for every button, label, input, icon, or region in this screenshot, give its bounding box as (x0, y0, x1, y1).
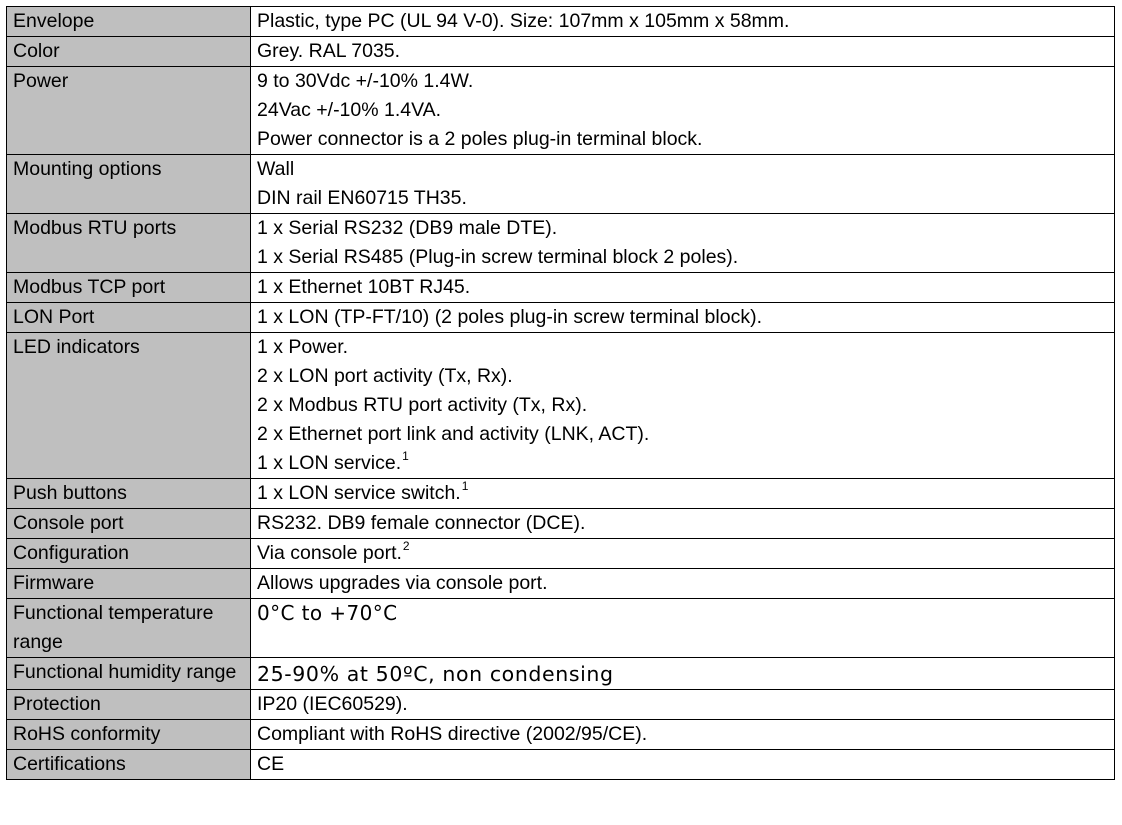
spec-value-cell (251, 690, 1115, 720)
spec-row-push-buttons (7, 479, 1115, 509)
spec-row-modbus-tcp-port (7, 273, 1115, 303)
spec-label: Firmware (13, 572, 95, 594)
spec-value-line (257, 509, 1114, 538)
spec-row-led-indicators (7, 333, 1115, 479)
spec-label-cell (7, 333, 251, 479)
spec-value-text: Power connector is a 2 poles plug-in terminal block. (257, 128, 703, 150)
spec-value-line (257, 391, 1114, 420)
spec-value-text: DIN rail EN60715 TH35. (257, 187, 467, 209)
spec-row-console-port (7, 509, 1115, 539)
spec-label: Console port (13, 512, 124, 534)
spec-value-cell (251, 67, 1115, 155)
spec-row-lon-port (7, 303, 1115, 333)
spec-row-rohs-conformity (7, 720, 1115, 750)
spec-value-line (257, 243, 1114, 272)
spec-value-line (257, 750, 1114, 779)
spec-value-text: Compliant with RoHS directive (2002/95/CE). (257, 723, 648, 745)
spec-label: RoHS conformity (13, 723, 161, 745)
spec-label: Power (13, 70, 69, 92)
spec-row-envelope (7, 7, 1115, 37)
spec-value-text: Via console port. (257, 542, 402, 564)
spec-label-cell (7, 720, 251, 750)
spec-value-cell (251, 303, 1115, 333)
spec-value-cell (251, 509, 1115, 539)
spec-value-text: 25-90% at 50ºC, non condensing (257, 662, 614, 686)
spec-value-line (257, 720, 1114, 749)
spec-value-line (257, 599, 1114, 628)
spec-row-protection (7, 690, 1115, 720)
spec-label-cell (7, 7, 251, 37)
spec-value-text: 2 x LON port activity (Tx, Rx). (257, 365, 513, 387)
spec-value-line (257, 125, 1114, 154)
spec-value-text: Grey. RAL 7035. (257, 40, 401, 62)
spec-value-text: 1 x Ethernet 10BT RJ45. (257, 276, 471, 298)
spec-value-cell (251, 479, 1115, 509)
spec-label: LON Port (13, 306, 95, 328)
spec-value-cell (251, 539, 1115, 569)
spec-label: Modbus TCP port (13, 276, 166, 298)
spec-value-line (257, 67, 1114, 96)
spec-label: Protection (13, 693, 101, 715)
spec-value-text: 0°C to +70°C (257, 601, 398, 625)
spec-value-line (257, 362, 1114, 391)
spec-value-cell (251, 214, 1115, 273)
spec-value-line (257, 420, 1114, 449)
spec-value-line (257, 7, 1114, 36)
spec-value-cell (251, 720, 1115, 750)
spec-value-line (257, 96, 1114, 125)
spec-label: Functional temperature range (13, 602, 214, 653)
spec-label-cell (7, 37, 251, 67)
spec-value-text: 2 x Modbus RTU port activity (Tx, Rx). (257, 394, 588, 416)
spec-value-text: 1 x Serial RS485 (Plug-in screw terminal block 2 poles). (257, 246, 739, 268)
spec-label-cell (7, 273, 251, 303)
spec-value-text: CE (257, 753, 285, 775)
spec-label: Mounting options (13, 158, 162, 180)
spec-value-cell (251, 658, 1115, 690)
spec-value-cell (251, 273, 1115, 303)
spec-row-power (7, 67, 1115, 155)
spec-row-certifications (7, 750, 1115, 780)
spec-label-cell (7, 569, 251, 599)
spec-value-line (257, 214, 1114, 243)
spec-label: Push buttons (13, 482, 127, 504)
spec-value-line (257, 37, 1114, 66)
spec-label: Configuration (13, 542, 129, 564)
spec-value-text: Allows upgrades via console port. (257, 572, 548, 594)
spec-label-cell (7, 690, 251, 720)
spec-value-text: 1 x LON service. (257, 452, 402, 474)
spec-row-firmware (7, 569, 1115, 599)
spec-label-cell (7, 155, 251, 214)
spec-value-line (257, 690, 1114, 719)
spec-value-line (257, 184, 1114, 213)
spec-value-text: 24Vac +/-10% 1.4VA. (257, 99, 442, 121)
spec-label: Certifications (13, 753, 126, 775)
spec-value-text: 1 x Serial RS232 (DB9 male DTE). (257, 217, 558, 239)
spec-value-text: Plastic, type PC (UL 94 V-0). Size: 107mm x 105mm x 58mm. (257, 10, 790, 32)
spec-value-line (257, 539, 1114, 568)
spec-label: LED indicators (13, 336, 140, 358)
spec-label: Color (13, 40, 60, 62)
spec-row-color (7, 37, 1115, 67)
spec-value-cell (251, 37, 1115, 67)
spec-label-cell (7, 750, 251, 780)
spec-value-cell (251, 333, 1115, 479)
spec-value-cell (251, 155, 1115, 214)
spec-value-line (257, 479, 1114, 508)
spec-value-text: 1 x LON service switch. (257, 482, 461, 504)
spec-row-mounting-options (7, 155, 1115, 214)
spec-row-modbus-rtu-ports (7, 214, 1115, 273)
spec-label: Functional humidity range (13, 661, 237, 683)
spec-label-cell (7, 658, 251, 690)
spec-label-cell (7, 509, 251, 539)
spec-label-cell (7, 67, 251, 155)
spec-value-cell (251, 7, 1115, 37)
footnote-marker: 2 (402, 539, 410, 553)
spec-label-cell (7, 539, 251, 569)
spec-value-line (257, 569, 1114, 598)
spec-value-text: 1 x Power. (257, 336, 349, 358)
spec-value-text: 2 x Ethernet port link and activity (LNK, ACT). (257, 423, 650, 445)
spec-value-line (257, 273, 1114, 302)
spec-value-text: RS232. DB9 female connector (DCE). (257, 512, 586, 534)
spec-label-cell (7, 479, 251, 509)
spec-value-cell (251, 599, 1115, 658)
spec-row-functional-temperature-range (7, 599, 1115, 658)
spec-value-text: 1 x LON (TP-FT/10) (2 poles plug-in screw terminal block). (257, 306, 762, 328)
spec-label-cell (7, 214, 251, 273)
spec-value-cell (251, 569, 1115, 599)
spec-value-line (257, 658, 1114, 689)
spec-label: Envelope (13, 10, 95, 32)
spec-value-cell (251, 750, 1115, 780)
spec-label: Modbus RTU ports (13, 217, 177, 239)
specifications-table-body (7, 7, 1115, 780)
spec-row-functional-humidity-range (7, 658, 1115, 690)
spec-value-line (257, 155, 1114, 184)
footnote-marker: 1 (461, 479, 469, 493)
specifications-table (6, 6, 1115, 780)
spec-value-line (257, 449, 1114, 478)
spec-value-text: 9 to 30Vdc +/-10% 1.4W. (257, 70, 474, 92)
spec-value-text: IP20 (IEC60529). (257, 693, 408, 715)
spec-row-configuration (7, 539, 1115, 569)
spec-value-text: Wall (257, 158, 295, 180)
spec-label-cell (7, 599, 251, 658)
footnote-marker: 1 (402, 449, 409, 463)
spec-value-line (257, 303, 1114, 332)
spec-label-cell (7, 303, 251, 333)
spec-value-line (257, 333, 1114, 362)
